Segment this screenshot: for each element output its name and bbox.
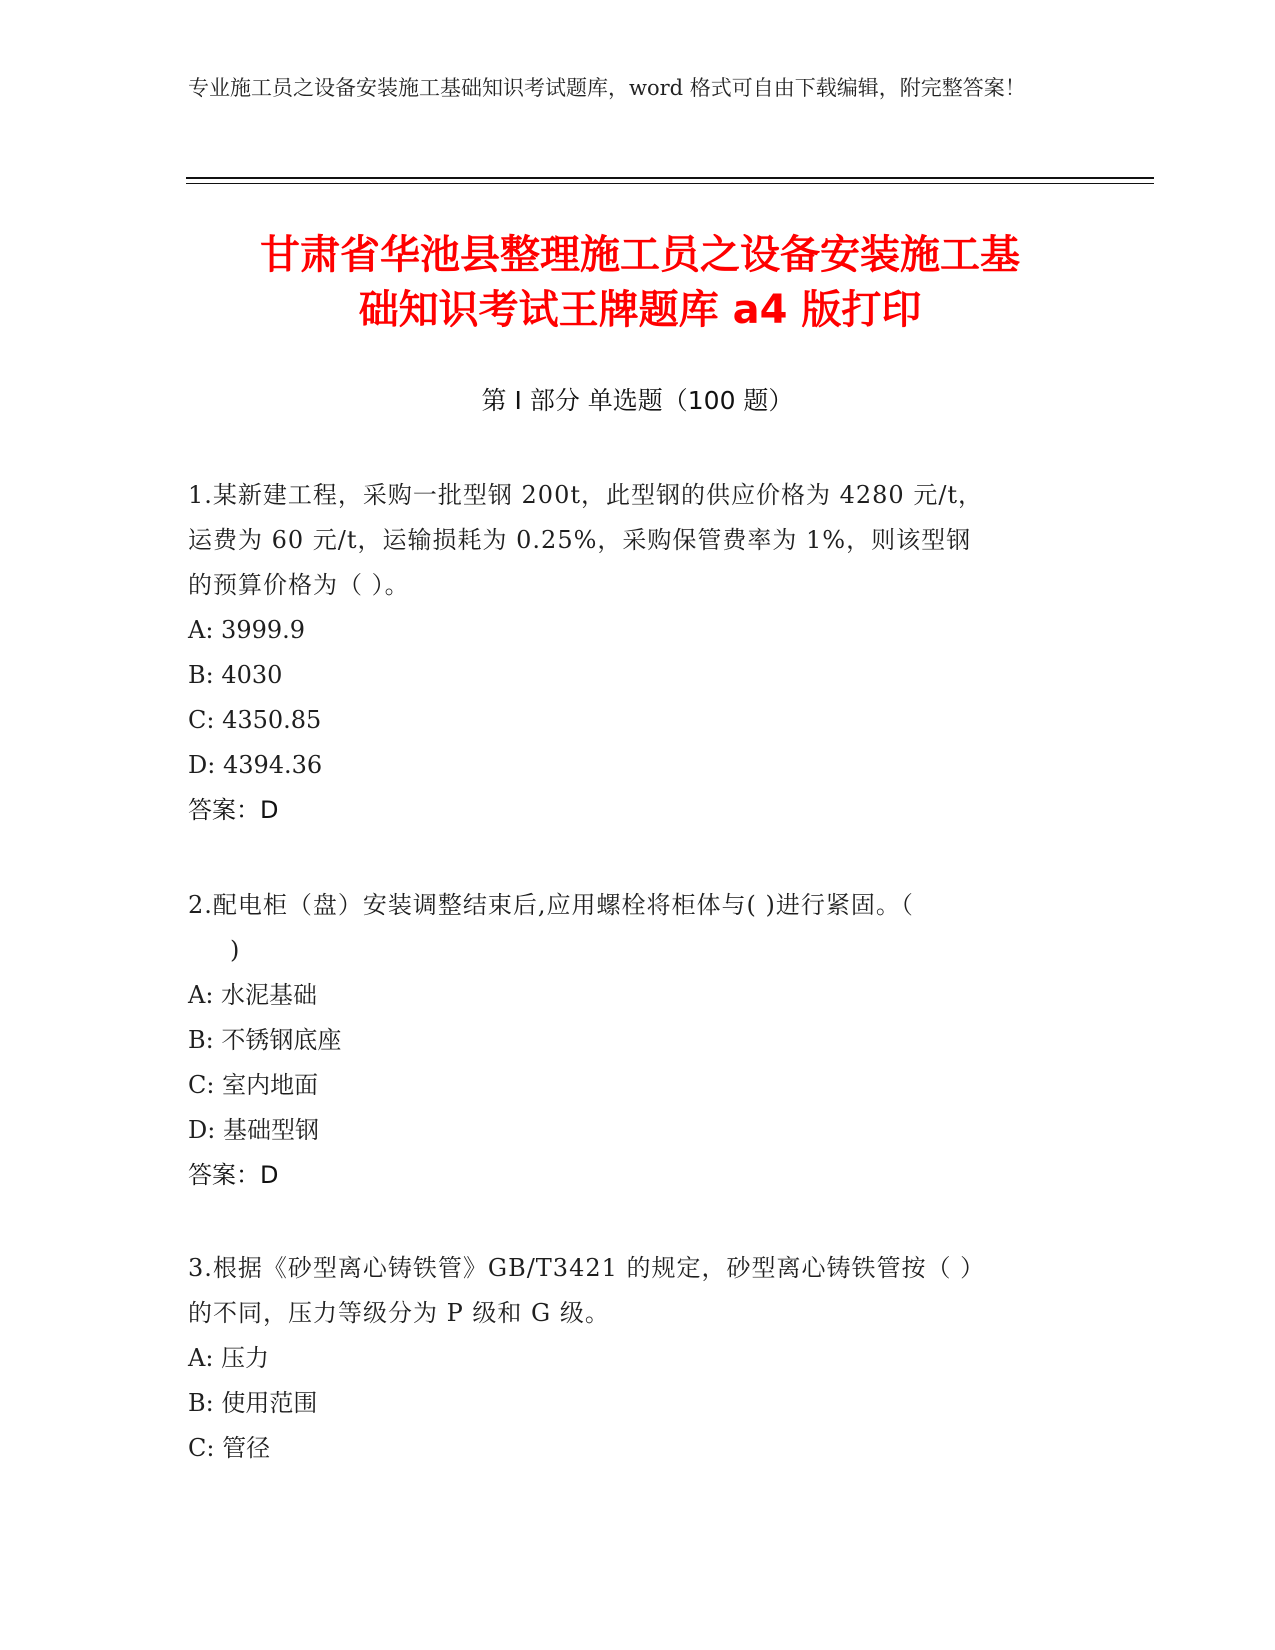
header-divider-thick: [186, 177, 1154, 179]
option-b: B: 使用范围: [188, 1389, 318, 1417]
option-a: A: 压力: [188, 1344, 270, 1372]
document-title: [150, 228, 1130, 338]
question-stem-line: 的不同，压力等级分为 P 级和 G 级。: [188, 1299, 610, 1327]
question-stem-line: 1.某新建工程，采购一批型钢 200t，此型钢的供应价格为 4280 元/t，: [188, 481, 984, 509]
question-stem-line: 运费为 60 元/t，运输损耗为 0.25%，采购保管费率为 1%，则该型钢: [188, 526, 972, 554]
title-line-2: 础知识考试王牌题库 a4 版打印: [358, 287, 922, 333]
option-d: D: 基础型钢: [188, 1116, 319, 1144]
question-stem-line: ): [230, 936, 241, 964]
question-stem-line: 2.配电柜（盘）安装调整结束后,应用螺栓将柜体与( )进行紧固。（: [188, 891, 914, 919]
option-a: A: 水泥基础: [188, 981, 318, 1009]
option-a: A: 3999.9: [188, 616, 306, 644]
title-line-1: 甘肃省华池县整理施工员之设备安装施工基: [260, 232, 1020, 278]
option-d: D: 4394.36: [188, 751, 323, 779]
question-3: [188, 1246, 1068, 1471]
question-stem-line: 3.根据《砂型离心铸铁管》GB/T3421 的规定，砂型离心铸铁管按（ ）: [188, 1254, 986, 1282]
option-b: B: 4030: [188, 661, 283, 689]
option-c: C: 管径: [188, 1434, 271, 1462]
option-c: C: 室内地面: [188, 1071, 319, 1099]
header-divider-thin: [186, 183, 1154, 184]
option-b: B: 不锈钢底座: [188, 1026, 342, 1054]
option-c: C: 4350.85: [188, 706, 322, 734]
question-1: [188, 473, 1068, 833]
section-title: 第 I 部分 单选题（100 题）: [481, 386, 794, 415]
header-note: 专业施工员之设备安装施工基础知识考试题库，word 格式可自由下载编辑，附完整答案！: [188, 76, 1026, 100]
question-stem-line: 的预算价格为（ ）。: [188, 571, 410, 599]
question-2: [188, 883, 1068, 1198]
answer: 答案：D: [188, 796, 279, 824]
answer: 答案：D: [188, 1161, 279, 1189]
